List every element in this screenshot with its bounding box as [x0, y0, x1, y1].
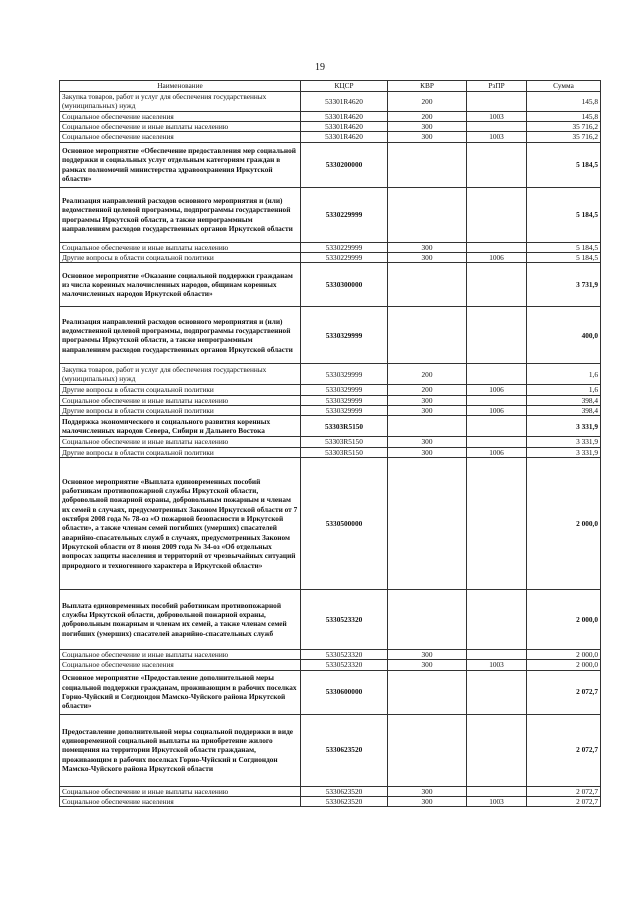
- cell-rzpr: [467, 714, 527, 786]
- cell-sum: 5 184,5: [527, 187, 601, 242]
- cell-name: Закупка товаров, работ и услуг для обеспечения государственных (муниципальных) нужд: [60, 92, 301, 112]
- cell-name: Социальное обеспечение и иные выплаты населению: [60, 121, 301, 131]
- cell-name: Предоставление дополнительной меры социальной поддержки в виде единовременной социальной выплаты на приобретение жилого помещения на территории Иркутской области гражданам, проживающим в рабочих поселках Горно-Чуйский и Согдиондон Мамско-Чуйского района Иркутской области: [60, 714, 301, 786]
- cell-sum: 398,4: [527, 405, 601, 415]
- cell-name: Социальное обеспечение и иные выплаты населению: [60, 437, 301, 447]
- cell-kcsr: 5330523320: [301, 649, 388, 659]
- cell-rzpr: [467, 121, 527, 131]
- table-row: [60, 307, 601, 364]
- cell-kcsr: 5330500000: [301, 457, 388, 589]
- page-number: 19: [315, 62, 325, 73]
- cell-sum: 3 331,9: [527, 447, 601, 457]
- cell-name: Закупка товаров, работ и услуг для обеспечения государственных (муниципальных) нужд: [60, 364, 301, 385]
- cell-kcsr: 5330329999: [301, 385, 388, 395]
- table-row: [60, 714, 601, 786]
- cell-rzpr: [467, 242, 527, 252]
- cell-sum: 2 000,0: [527, 660, 601, 670]
- header-sum: Сумма: [527, 81, 601, 92]
- cell-sum: 145,8: [527, 92, 601, 112]
- cell-kcsr: 5330523320: [301, 660, 388, 670]
- cell-kcsr: 5330329999: [301, 307, 388, 364]
- table-row: [60, 252, 601, 262]
- cell-kcsr: 5330329999: [301, 364, 388, 385]
- table-row: [60, 263, 601, 307]
- cell-sum: 35 716,2: [527, 121, 601, 131]
- cell-kcsr: 53301R4620: [301, 111, 388, 121]
- cell-kcsr: 5330229999: [301, 242, 388, 252]
- table-row: [60, 385, 601, 395]
- cell-kcsr: 5330200000: [301, 142, 388, 187]
- cell-rzpr: [467, 786, 527, 796]
- cell-name: Реализация направлений расходов основного мероприятия и (или) ведомственной целевой программы, подпрограммы государственной программы Иркутской области, а также непрограммным направлениям расходов государственных органов Иркутской области: [60, 307, 301, 364]
- cell-sum: 2 072,7: [527, 796, 601, 806]
- cell-rzpr: [467, 670, 527, 714]
- cell-name: Социальное обеспечение и иные выплаты населению: [60, 242, 301, 252]
- cell-rzpr: 1003: [467, 660, 527, 670]
- cell-sum: 3 331,9: [527, 437, 601, 447]
- cell-kvr: 300: [388, 132, 467, 142]
- table-body: [60, 92, 601, 807]
- cell-kcsr: 5330523320: [301, 589, 388, 649]
- cell-kvr: 200: [388, 364, 467, 385]
- cell-rzpr: 1006: [467, 447, 527, 457]
- cell-sum: 2 000,0: [527, 649, 601, 659]
- cell-name: Социальное обеспечение и иные выплаты населению: [60, 786, 301, 796]
- cell-kcsr: 5330329999: [301, 395, 388, 405]
- table-row: [60, 660, 601, 670]
- cell-kvr: 300: [388, 660, 467, 670]
- cell-kcsr: 5330623520: [301, 796, 388, 806]
- table-row: [60, 187, 601, 242]
- cell-name: Социальное обеспечение и иные выплаты населению: [60, 649, 301, 659]
- cell-rzpr: [467, 187, 527, 242]
- cell-kvr: [388, 263, 467, 307]
- cell-name: Основное мероприятие «Предоставление дополнительной меры социальной поддержки гражданам, проживающим в рабочих поселках Горно-Чуйский и Согдиондон Мамско-Чуйского района Иркутской области»: [60, 670, 301, 714]
- cell-name: Другие вопросы в области социальной политики: [60, 405, 301, 415]
- cell-sum: 145,8: [527, 111, 601, 121]
- cell-sum: 2 072,7: [527, 786, 601, 796]
- cell-rzpr: 1003: [467, 132, 527, 142]
- cell-kcsr: 5330600000: [301, 670, 388, 714]
- cell-sum: 5 184,5: [527, 252, 601, 262]
- cell-kvr: 300: [388, 395, 467, 405]
- cell-name: Другие вопросы в области социальной политики: [60, 447, 301, 457]
- cell-sum: 1,6: [527, 385, 601, 395]
- cell-rzpr: 1006: [467, 385, 527, 395]
- cell-kvr: [388, 589, 467, 649]
- cell-sum: 2 072,7: [527, 670, 601, 714]
- cell-rzpr: [467, 263, 527, 307]
- cell-sum: 1,6: [527, 364, 601, 385]
- cell-sum: 3 331,9: [527, 416, 601, 437]
- cell-name: Основное мероприятие «Оказание социальной поддержки гражданам из числа коренных малочисленных народов, общинам коренных малочисленных народов Иркутской области»: [60, 263, 301, 307]
- cell-sum: 2 072,7: [527, 714, 601, 786]
- cell-name: Другие вопросы в области социальной политики: [60, 252, 301, 262]
- cell-name: Другие вопросы в области социальной политики: [60, 385, 301, 395]
- cell-kvr: [388, 670, 467, 714]
- cell-kcsr: 5330300000: [301, 263, 388, 307]
- cell-kvr: 200: [388, 385, 467, 395]
- table-row: [60, 416, 601, 437]
- header-kvr: КВР: [388, 81, 467, 92]
- cell-kcsr: 5330623520: [301, 714, 388, 786]
- header-row: [60, 81, 601, 92]
- cell-rzpr: [467, 589, 527, 649]
- cell-kvr: 300: [388, 252, 467, 262]
- cell-kvr: 200: [388, 111, 467, 121]
- table-row: [60, 132, 601, 142]
- table-row: [60, 796, 601, 806]
- cell-kcsr: 53301R4620: [301, 92, 388, 112]
- cell-kvr: [388, 142, 467, 187]
- cell-sum: 5 184,5: [527, 142, 601, 187]
- cell-rzpr: 1006: [467, 252, 527, 262]
- cell-rzpr: [467, 92, 527, 112]
- table-row: [60, 405, 601, 415]
- cell-kcsr: 53303R5150: [301, 447, 388, 457]
- cell-name: Социальное обеспечение населения: [60, 132, 301, 142]
- table-row: [60, 457, 601, 589]
- cell-kvr: 300: [388, 796, 467, 806]
- cell-rzpr: 1006: [467, 405, 527, 415]
- cell-kvr: [388, 307, 467, 364]
- cell-kcsr: 53303R5150: [301, 416, 388, 437]
- table-row: [60, 395, 601, 405]
- cell-name: Социальное обеспечение и иные выплаты населению: [60, 395, 301, 405]
- cell-rzpr: [467, 437, 527, 447]
- header-name: Наименование: [60, 81, 301, 92]
- cell-rzpr: [467, 142, 527, 187]
- budget-table: [59, 80, 601, 807]
- table-row: [60, 111, 601, 121]
- cell-kvr: 300: [388, 447, 467, 457]
- table-row: [60, 242, 601, 252]
- header-kcsr: КЦСР: [301, 81, 388, 92]
- cell-kvr: 300: [388, 405, 467, 415]
- cell-name: Основное мероприятие «Выплата единовременных пособий работникам противопожарной службы Иркутской области, добровольной пожарной охраны, добровольным пожарным и членам их семей в случаях, предусмотренных Законом Иркутской области от 7 октября 2008 года № 78-оз «О пожарной безопасности в Иркутской области», а также членам семей погибших (умерших) спасателей аварийно-спасательных служб в случаях, предусмотренных Законом Иркутской области от 8 июня 2009 года № 34-оз «Об отдельных вопросах защиты населения и территорий от чрезвычайных ситуаций природного и техногенного характера в Иркутской области»: [60, 457, 301, 589]
- cell-rzpr: [467, 307, 527, 364]
- cell-rzpr: 1003: [467, 796, 527, 806]
- cell-name: Социальное обеспечение населения: [60, 796, 301, 806]
- table-row: [60, 364, 601, 385]
- cell-sum: 3 731,9: [527, 263, 601, 307]
- cell-name: Выплата единовременных пособий работникам противопожарной службы Иркутской области, добровольной пожарной охраны, добровольным пожарным и членам их семей, а также членам семей погибших (умерших) спасателей аварийно-спасательных служб: [60, 589, 301, 649]
- cell-kvr: 300: [388, 242, 467, 252]
- cell-sum: 5 184,5: [527, 242, 601, 252]
- cell-rzpr: [467, 364, 527, 385]
- cell-rzpr: 1003: [467, 111, 527, 121]
- cell-rzpr: [467, 395, 527, 405]
- cell-kvr: 300: [388, 121, 467, 131]
- cell-kvr: [388, 714, 467, 786]
- cell-kvr: [388, 457, 467, 589]
- cell-kvr: 300: [388, 437, 467, 447]
- cell-sum: 2 000,0: [527, 589, 601, 649]
- table-row: [60, 437, 601, 447]
- cell-kcsr: 5330229999: [301, 187, 388, 242]
- cell-name: Основное мероприятие «Обеспечение предоставления мер социальной поддержки и социальных услуг отдельным категориям граждан в рамках полномочий министерства здравоохранения Иркутской области»: [60, 142, 301, 187]
- cell-rzpr: [467, 416, 527, 437]
- cell-kcsr: 53301R4620: [301, 132, 388, 142]
- table-row: [60, 670, 601, 714]
- cell-name: Социальное обеспечение населения: [60, 660, 301, 670]
- cell-kvr: [388, 416, 467, 437]
- cell-kcsr: 5330229999: [301, 252, 388, 262]
- cell-kvr: 300: [388, 786, 467, 796]
- cell-kcsr: 53303R5150: [301, 437, 388, 447]
- table-row: [60, 589, 601, 649]
- header-rzpr: РзПР: [467, 81, 527, 92]
- cell-name: Поддержка экономического и социального развития коренных малочисленных народов Севера, Сибири и Дальнего Востока: [60, 416, 301, 437]
- cell-sum: 2 000,0: [527, 457, 601, 589]
- cell-kvr: [388, 187, 467, 242]
- table-row: [60, 142, 601, 187]
- table-row: [60, 786, 601, 796]
- table-row: [60, 121, 601, 131]
- cell-sum: 398,4: [527, 395, 601, 405]
- table-row: [60, 649, 601, 659]
- cell-rzpr: [467, 649, 527, 659]
- table-row: [60, 92, 601, 112]
- cell-kvr: 300: [388, 649, 467, 659]
- cell-sum: 35 716,2: [527, 132, 601, 142]
- cell-kcsr: 5330623520: [301, 786, 388, 796]
- cell-kcsr: 53301R4620: [301, 121, 388, 131]
- cell-name: Социальное обеспечение населения: [60, 111, 301, 121]
- cell-kcsr: 5330329999: [301, 405, 388, 415]
- cell-name: Реализация направлений расходов основного мероприятия и (или) ведомственной целевой программы, подпрограммы государственной программы Иркутской области, а также непрограммным направлениям расходов государственных органов Иркутской области: [60, 187, 301, 242]
- cell-sum: 400,0: [527, 307, 601, 364]
- cell-rzpr: [467, 457, 527, 589]
- table-row: [60, 447, 601, 457]
- cell-kvr: 200: [388, 92, 467, 112]
